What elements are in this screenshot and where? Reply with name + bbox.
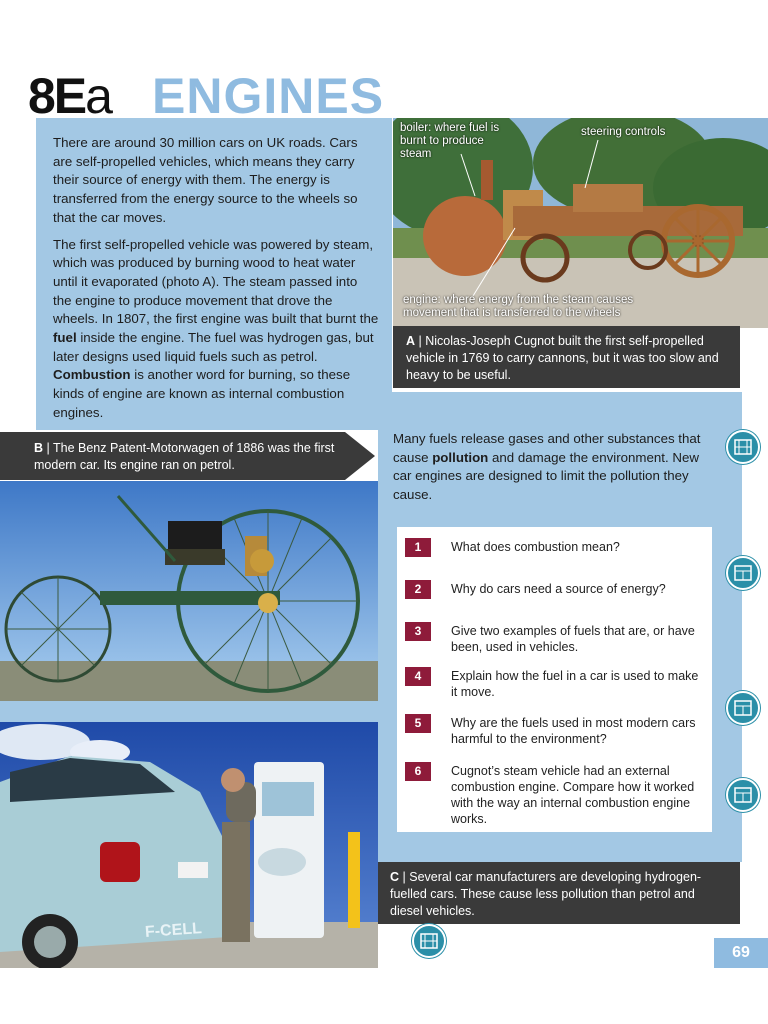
page-title: ENGINES	[152, 68, 385, 124]
worksheet-icon[interactable]	[726, 556, 760, 590]
unit-code: 8Ea	[28, 68, 111, 124]
label-engine: engine: where energy from the steam causes movement that is transferred to the wheels	[403, 294, 634, 319]
benz-motorwagen-image	[0, 481, 378, 701]
question-number: 3	[405, 622, 431, 641]
background-panel-bottom	[0, 700, 378, 722]
film-icon[interactable]	[412, 924, 446, 958]
caption-b-arrow	[345, 432, 375, 480]
question-number: 2	[405, 580, 431, 599]
caption-c: C | Several car manufacturers are developing hydrogen-fuelled cars. These cause less pollution than petrol and diesel vehicles.	[378, 862, 740, 924]
photo-b-benz-motorwagen	[0, 481, 378, 701]
question-text: Why are the fuels used in most modern cars harmful to the environment?	[451, 716, 696, 746]
question-text: Cugnot’s steam vehicle had an external combustion engine. Compare how it worked with the way an internal combustion engine works.	[451, 764, 695, 826]
question-number: 5	[405, 714, 431, 733]
label-boiler: boiler: where fuel is burnt to produce steam	[400, 122, 500, 160]
intro-text	[53, 134, 379, 431]
question-number: 1	[405, 538, 431, 557]
worksheet-icon[interactable]	[726, 691, 760, 725]
intro-paragraph-1: There are around 30 million cars on UK roads. Cars are self-propelled vehicles, which means they carry their source of energy with them. The energy is transferred from the energy source to the wheels so that the car moves.	[53, 135, 358, 225]
photo-a-cugnot-vehicle	[393, 118, 768, 328]
questions-box	[397, 527, 712, 832]
pollution-text: Many fuels release gases and other substances that cause pollution and damage the environment. New car engines are designed to limit the pollution they cause.	[393, 431, 701, 503]
question-text: What does combustion mean?	[451, 540, 620, 554]
caption-a: A | Nicolas-Joseph Cugnot built the first self-propelled vehicle in 1769 to carry cannons, but it was too slow and heavy to be useful.	[393, 326, 740, 388]
page-number: 69	[714, 938, 768, 968]
worksheet-icon[interactable]	[726, 778, 760, 812]
question-text: Why do cars need a source of energy?	[451, 582, 666, 596]
car-license-plate-text: F-CELL	[144, 920, 203, 941]
intro-paragraph-2: The first self-propelled vehicle was powered by steam, which was produced by burning wood to heat water until it evaporated (photo A). The steam passed into the engine to produce movement that drove the wheels. In 1807, the first engine was built that burnt the fuel inside the engine. The fuel was hydrogen gas, but later designs used liquid fuels such as petrol. Combustion is another word for burning, so these kinds of engine are known as internal combustion engines.	[53, 236, 379, 420]
question-text: Give two examples of fuels that are, or have been, used in vehicles.	[451, 624, 695, 654]
question-text: Explain how the fuel in a car is used to make it move.	[451, 669, 699, 699]
question-number: 6	[405, 762, 431, 781]
question-number: 4	[405, 667, 431, 686]
film-icon[interactable]	[726, 430, 760, 464]
label-steering-controls: steering controls	[581, 126, 666, 138]
photo-c-hydrogen-car	[0, 722, 378, 968]
caption-b: B | The Benz Patent-Motorwagen of 1886 was the first modern car. Its engine ran on petrol.	[0, 432, 345, 480]
